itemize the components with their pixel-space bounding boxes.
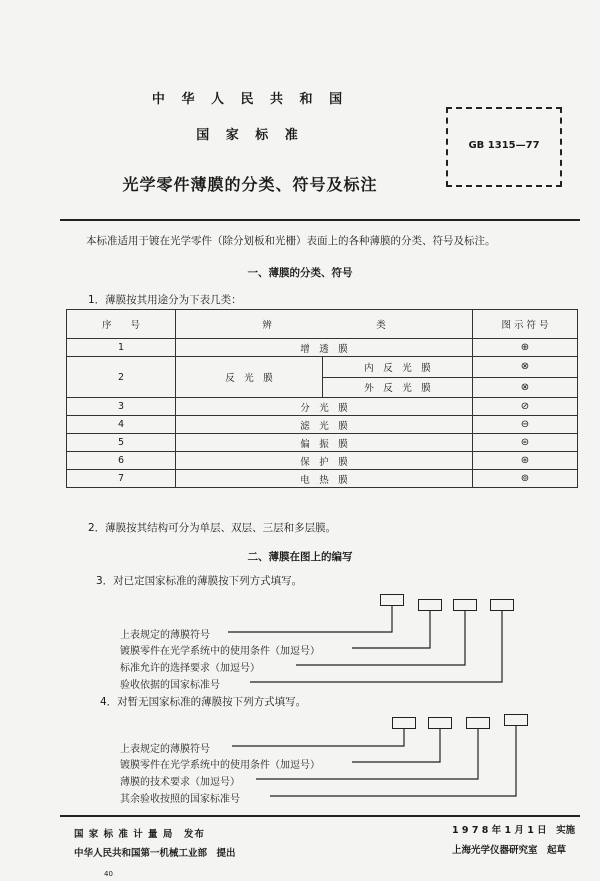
row-name: 滤 光 膜 xyxy=(176,416,473,434)
issued-by: 国 家 标 准 计 量 局 发布 xyxy=(74,829,205,840)
item4-label-4: 其余验收按照的国家标准号 xyxy=(120,794,240,805)
item4-label-2: 镀膜零件在光学系统中的使用条件（加逗号） xyxy=(120,760,320,771)
film-symbol-icon: ⊖ xyxy=(473,416,578,434)
item3-label-3: 标准允许的选择要求（加逗号） xyxy=(120,663,260,674)
standard-code: GB 1315—77 xyxy=(468,140,540,151)
page-title: 光学零件薄膜的分类、符号及标注 xyxy=(122,175,378,194)
row-name: 增 透 膜 xyxy=(176,339,473,357)
effective-date: 1 9 7 8 年 1 月 1 日 实施 xyxy=(452,825,576,836)
row-no: 5 xyxy=(67,434,176,452)
item4-label-3: 薄膜的技术要求（加逗号） xyxy=(120,777,240,788)
col-header-no: 序 号 xyxy=(67,310,176,339)
row-name: 反 光 膜 xyxy=(176,357,323,398)
row-no: 2 xyxy=(67,357,176,398)
row-name: 电 热 膜 xyxy=(176,470,473,488)
film-symbol-icon: ⊚ xyxy=(473,470,578,488)
item3-label-2: 镀膜零件在光学系统中的使用条件（加逗号） xyxy=(120,646,320,657)
item4-label-1: 上表规定的薄膜符号 xyxy=(120,744,210,755)
row-no: 7 xyxy=(67,470,176,488)
item1-text: 1．薄膜按其用途分为下表几类： xyxy=(88,294,242,306)
section1-heading: 一、薄膜的分类、符号 xyxy=(247,267,353,279)
item3-label-1: 上表规定的薄膜符号 xyxy=(120,630,210,641)
section2-heading: 二、薄膜在图上的编写 xyxy=(247,551,353,563)
row-name: 偏 振 膜 xyxy=(176,434,473,452)
film-symbol-icon: ⊗ xyxy=(473,357,578,378)
intro-paragraph: 本标准适用于镀在光学零件（除分划板和光栅）表面上的各种薄膜的分类、符号及标注。 xyxy=(86,235,496,247)
item2-text: 2．薄膜按其结构可分为单层、双层、三层和多层膜。 xyxy=(88,522,337,534)
row-name: 保 护 膜 xyxy=(176,452,473,470)
row-no: 3 xyxy=(67,398,176,416)
row-no: 6 xyxy=(67,452,176,470)
country-name: 中 华 人 民 共 和 国 xyxy=(151,92,349,107)
row-subname: 内 反 光 膜 xyxy=(323,357,473,378)
proposed-by: 中华人民共和国第一机械工业部 提出 xyxy=(74,848,236,859)
standard-type: 国 家 标 准 xyxy=(196,128,304,143)
page-number: 40 xyxy=(104,870,113,878)
film-symbol-icon: ⊗ xyxy=(473,377,578,398)
item3-label-4: 验收依据的国家标准号 xyxy=(120,680,220,691)
row-no: 4 xyxy=(67,416,176,434)
col-header-class: 辨 类 xyxy=(176,310,473,339)
row-no: 1 xyxy=(67,339,176,357)
film-symbol-icon: ⊘ xyxy=(473,398,578,416)
row-subname: 外 反 光 膜 xyxy=(323,377,473,398)
film-symbol-icon: ⊛ xyxy=(473,452,578,470)
bottom-divider xyxy=(60,815,580,817)
item4-text: 4．对暂无国家标准的薄膜按下列方式填写。 xyxy=(100,696,307,708)
film-symbol-icon: ⊕ xyxy=(473,339,578,357)
row-name: 分 光 膜 xyxy=(176,398,473,416)
film-symbol-icon: ⊜ xyxy=(473,434,578,452)
item3-text: 3．对已定国家标准的薄膜按下列方式填写。 xyxy=(96,575,303,587)
drafted-by: 上海光学仪器研究室 起草 xyxy=(452,845,567,856)
col-header-symbol: 图 示 符 号 xyxy=(473,310,578,339)
